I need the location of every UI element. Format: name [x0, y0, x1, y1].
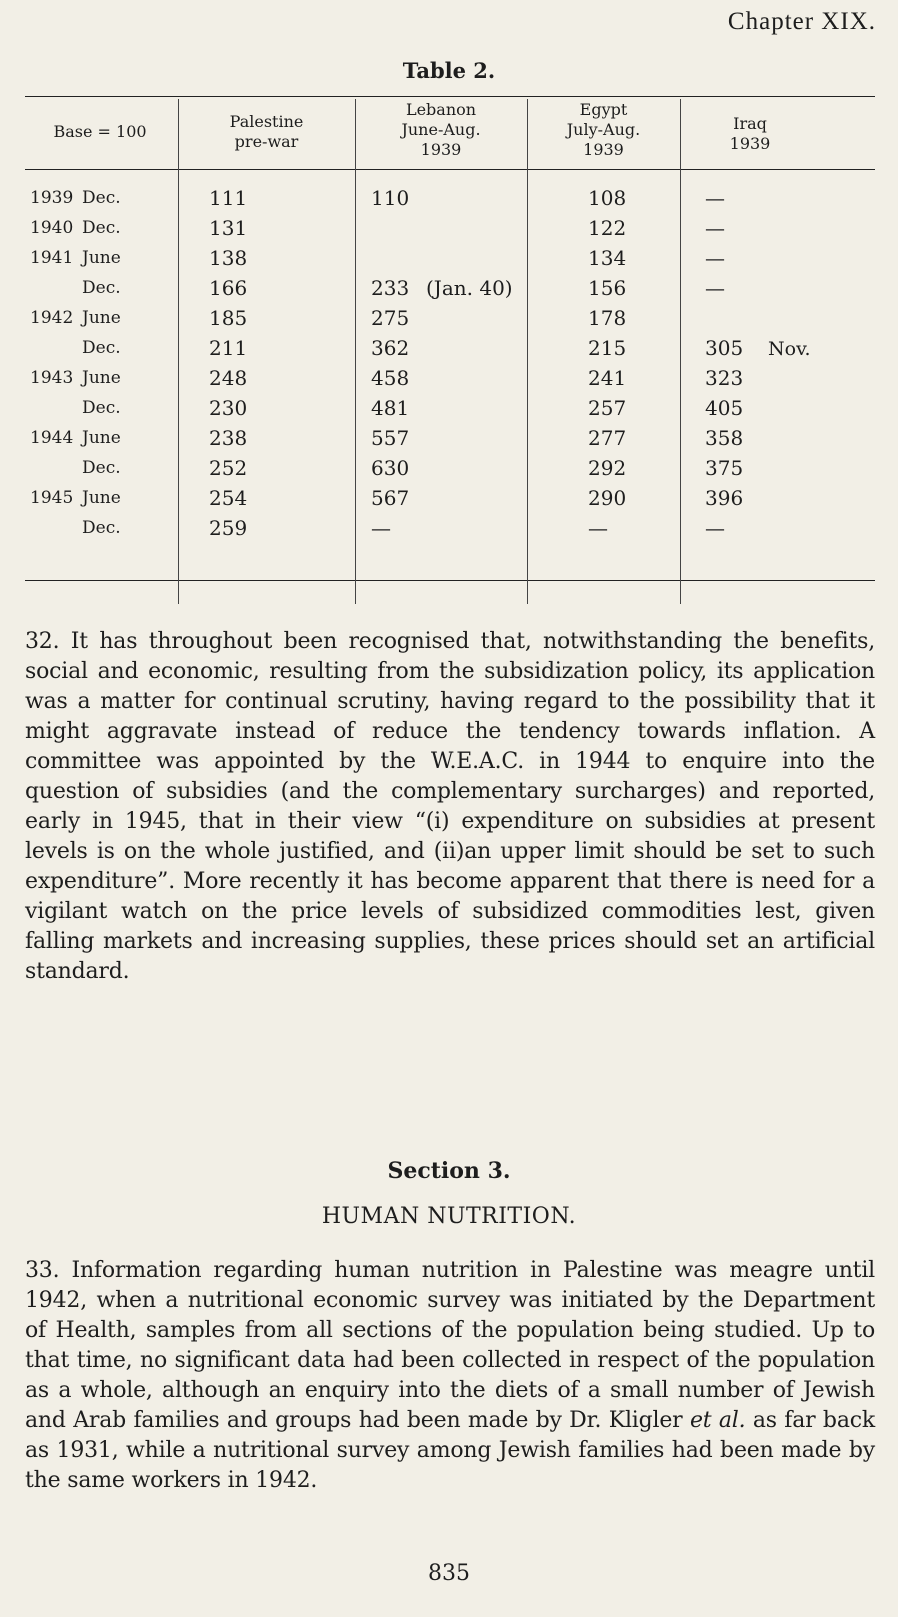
row-month: Dec. [82, 188, 121, 208]
table-top-rule [25, 96, 875, 97]
cell-egypt: 156 [588, 276, 627, 300]
row-month: June [82, 488, 121, 508]
cell-iraq: 305 [705, 336, 744, 360]
row-month: Dec. [82, 458, 121, 478]
row-year: 1942 [30, 308, 74, 328]
row-month: June [82, 428, 121, 448]
cell-iraq: 396 [705, 486, 744, 510]
row-year: 1944 [30, 428, 74, 448]
cell-palestine: 230 [209, 396, 248, 420]
row-year: 1943 [30, 368, 74, 388]
cell-lebanon: 458 [371, 366, 410, 390]
row-month: Dec. [82, 218, 121, 238]
paragraph-32: 32. It has throughout been recognised that, notwithstanding the benefits, social and economic, resulting from the subsidization policy, its application was a matter for continual scrutiny, having regard to the possibility that it might aggravate instead of reduce the tendency towards inflation. A committee was appointed by the W.E.A.C. in 1944 to enquire into the question of subsidies (and the complementary surcharges) and reported, early in 1945, that in their view “(i) expenditure on subsidies at present levels is on the whole justified, and (ii)an upper limit should be set to such expenditure”. More recently it has become apparent that there is need for a vigilant watch on the price levels of subsidized commodities lest, given falling markets and increasing supplies, these prices should set an artificial standard. [25, 629, 875, 984]
column-header-text: June-Aug. [401, 120, 481, 139]
cell-lebanon: 233 [371, 276, 410, 300]
cell-palestine: 248 [209, 366, 248, 390]
cell-egypt: 290 [588, 486, 627, 510]
column-header-base [25, 122, 175, 142]
chapter-heading: Chapter XIX. [727, 8, 876, 35]
row-year: 1939 [30, 188, 74, 208]
column-header-text: 1939 [583, 140, 624, 159]
page-number: 835 [428, 1561, 470, 1586]
column-header-text: 1939 [729, 134, 771, 153]
cell-egypt: — [588, 516, 608, 540]
cell-palestine: 254 [209, 486, 248, 510]
row-year: 1940 [30, 218, 74, 238]
cell-lebanon: 567 [371, 486, 410, 510]
section-title: HUMAN NUTRITION. [321, 1204, 577, 1229]
cell-palestine: 138 [209, 246, 248, 270]
cell-iraq: — [705, 216, 725, 240]
cell-egypt: 134 [588, 246, 627, 270]
column-header-text: 1939 [420, 140, 462, 159]
row-year: 1945 [30, 488, 74, 508]
cell-lebanon: 362 [371, 336, 410, 360]
row-month: June [82, 248, 121, 268]
table-row [0, 334, 898, 364]
row-month: June [82, 308, 121, 328]
column-header-text: July-Aug. [566, 120, 641, 139]
cell-lebanon: — [371, 516, 391, 540]
cell-egypt: 178 [588, 306, 627, 330]
cell-iraq: 358 [705, 426, 744, 450]
cell-palestine: 211 [209, 336, 248, 360]
paragraph-33 [25, 1256, 875, 1496]
cell-palestine: 111 [209, 186, 248, 210]
column-header-egypt [527, 100, 680, 160]
column-header-palestine [178, 112, 355, 152]
cell-egypt: 108 [588, 186, 627, 210]
table-row [0, 274, 898, 304]
column-header-text: Iraq [733, 114, 767, 133]
cell-iraq: 405 [705, 396, 744, 420]
row-month: Dec. [82, 518, 121, 538]
row-month: June [82, 368, 121, 388]
column-header-text: pre-war [234, 132, 299, 151]
paragraph-33-text: 33. Information regarding human nutrition in Palestine was meagre until 1942, when a nutritional economic survey was initiated by the Department of Health, samples from all sections of the population being studied. Up to that time, no significant data had been collected in respect of the population as a whole, although an enquiry into the diets of a small number of Jewish and Arab families and groups had been made by Dr. Kligler [25, 1258, 875, 1433]
table-bottom-rule [25, 580, 875, 581]
table-row [0, 214, 898, 244]
row-month: Dec. [82, 398, 121, 418]
paragraph-33-italic: et al. [689, 1408, 746, 1433]
cell-lebanon-note: (Jan. 40) [426, 276, 513, 300]
cell-iraq: 323 [705, 366, 744, 390]
row-year: 1941 [30, 248, 74, 268]
table-row [0, 244, 898, 274]
table-title: Table 2. [402, 58, 496, 83]
cell-iraq: — [705, 516, 725, 540]
table-row [0, 484, 898, 514]
table-row [0, 394, 898, 424]
section-number: Section 3. [387, 1158, 511, 1184]
cell-egypt: 122 [588, 216, 627, 240]
table-row [0, 454, 898, 484]
cell-egypt: 241 [588, 366, 627, 390]
cell-palestine: 259 [209, 516, 248, 540]
table-row [0, 424, 898, 454]
cell-lebanon: 110 [371, 186, 410, 210]
column-header-text: Egypt [579, 100, 628, 119]
cell-palestine: 252 [209, 456, 248, 480]
column-header-text: Palestine [229, 112, 304, 131]
column-header-lebanon [355, 100, 527, 160]
cell-lebanon: 630 [371, 456, 410, 480]
cell-palestine: 238 [209, 426, 248, 450]
cell-iraq: — [705, 276, 725, 300]
row-month: Dec. [82, 338, 121, 358]
cell-palestine: 131 [209, 216, 248, 240]
cell-iraq-note: Nov. [768, 338, 811, 360]
column-header-text: Base = 100 [53, 122, 147, 141]
table-row [0, 514, 898, 544]
table-header-rule [25, 169, 875, 170]
cell-lebanon: 481 [371, 396, 410, 420]
cell-egypt: 215 [588, 336, 627, 360]
cell-egypt: 292 [588, 456, 627, 480]
table-row [0, 364, 898, 394]
cell-palestine: 166 [209, 276, 248, 300]
cell-palestine: 185 [209, 306, 248, 330]
column-header-text: Lebanon [405, 100, 477, 119]
paragraph-33-text-end: as far back as 1931, while a nutritional survey among Jewish families had been made by the same workers in 1942. [25, 1408, 875, 1493]
cell-iraq: 375 [705, 456, 744, 480]
column-header-iraq [680, 114, 820, 154]
table-row [0, 304, 898, 334]
cell-lebanon: 557 [371, 426, 410, 450]
row-month: Dec. [82, 278, 121, 298]
cell-iraq: — [705, 186, 725, 210]
cell-lebanon: 275 [371, 306, 410, 330]
table-row [0, 184, 898, 214]
cell-iraq: — [705, 246, 725, 270]
cell-egypt: 257 [588, 396, 627, 420]
cell-egypt: 277 [588, 426, 627, 450]
